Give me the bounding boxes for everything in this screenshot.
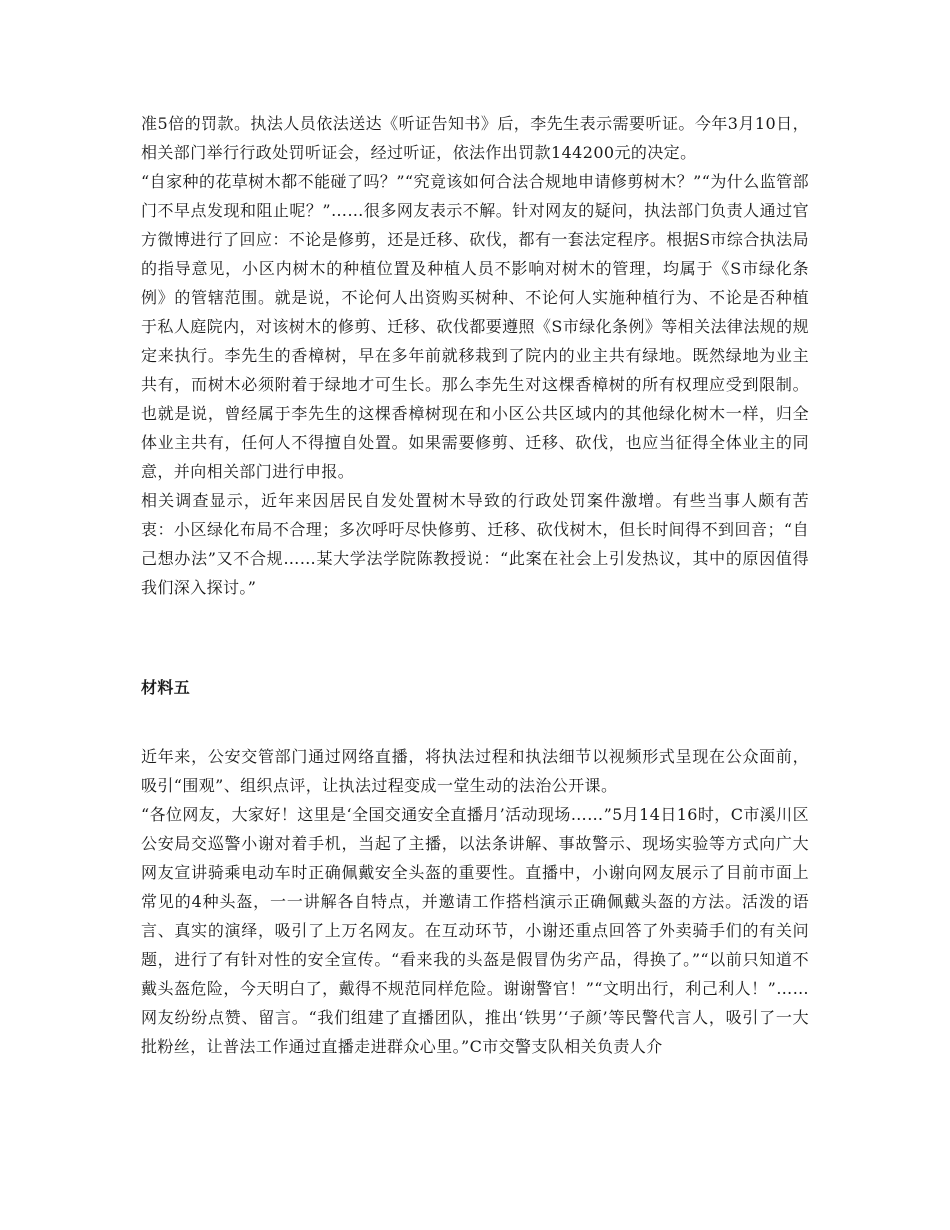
paragraph-live-stream-intro: 近年来，公安交管部门通过网络直播，将执法过程和执法细节以视频形式呈现在公众面前，吸引“围观”、组织点评，让执法过程变成一堂生动的法治公开课。 — [141, 747, 809, 795]
paragraph-netizen-questions: “自家种的花草树木都不能碰了吗？”“究竟该如何合法合规地申请修剪树木？”“为什么监管部门不早点发现和阻止呢？”……很多网友表示不解。针对网友的疑问，执法部门负责人通过官方微博进行了回应：不论是修剪，还是迁移、砍伐，都有一套法定程序。根据S市综合执法局的指导意见，小区内树木的种植位置及种植人员不影响对树木的管理，均属于《S市绿化条例》的管辖范围。就是说，不论何人出资购买树种、不论何人实施种植行为、不论是否种植于私人庭院内，对该树木的修剪、迁移、砍伐都要遵照《S市绿化条例》等相关法律法规的规定来执行。李先生的香樟树，早在多年前就移栽到了院内的业主共有绿地。既然绿地为业主共有，而树木必须附着于绿地才可生长。那么李先生对这棵香樟树的所有权理应受到限制。也就是说，曾经属于李先生的这棵香樟树现在和小区公共区域内的其他绿化树木一样，归全体业主共有，任何人不得擅自处置。如果需要修剪、迁移、砍伐，也应当征得全体业主的同意，并向相关部门进行申报。 — [141, 172, 809, 481]
paragraph-penalty-decision: 准5倍的罚款。执法人员依法送达《听证告知书》后，李先生表示需要听证。今年3月10日，相关部门举行行政处罚听证会，经过听证，依法作出罚款144200元的决定。 — [141, 114, 809, 162]
paragraph-helmet-livestream: “各位网友，大家好！这里是‘全国交通安全直播月’活动现场……”5月14日16时，C市溪川区公安局交巡警小谢对着手机，当起了主播，以法条讲解、事故警示、现场实验等方式向广大网友宣讲骑乘电动车时正确佩戴安全头盔的重要性。直播中，小谢向网友展示了目前市面上常见的4种头盔，一一讲解各自特点，并邀请工作搭档演示正确佩戴头盔的方法。活泼的语言、真实的演绎，吸引了上万名网友。在互动环节，小谢还重点回答了外卖骑手们的有关问题，进行了有针对性的安全宣传。“看来我的头盔是假冒伪劣产品，得换了。”“以前只知道不戴头盔危险，今天明白了，戴得不规范同样危险。谢谢警官！”“文明出行，利己利人！”……网友纷纷点赞、留言。“我们组建了直播团队，推出‘铁男’‘子颜’等民警代言人，吸引了一大批粉丝，让普法工作通过直播走进群众心里。”C市交警支队相关负责人介 — [141, 805, 809, 1056]
paragraph-survey-findings: 相关调查显示，近年来因居民自发处置树木导致的行政处罚案件激增。有些当事人颇有苦衷：小区绿化布局不合理；多次呼吁尽快修剪、迁移、砍伐树木，但长时间得不到回音；“自己想办法”又不合规……某大学法学院陈教授说：“此案在社会上引发热议，其中的原因值得我们深入探讨。” — [141, 491, 809, 597]
material-five-heading: 材料五 — [141, 678, 191, 697]
material-five-body — [141, 742, 809, 1061]
material-four-body — [141, 109, 809, 602]
